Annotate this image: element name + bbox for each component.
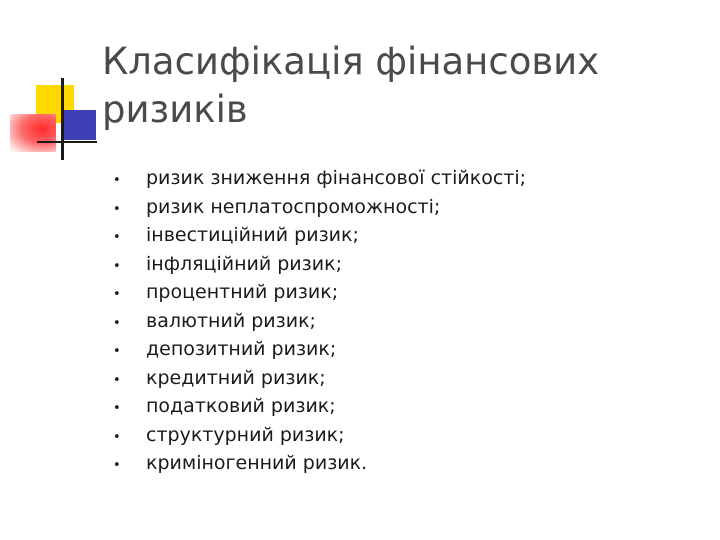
list-item: [113, 307, 673, 336]
list-item-text: ризик неплатоспроможності;: [146, 195, 441, 218]
list-item-text: криміногенний ризик.: [146, 452, 368, 474]
bullet-icon: •: [113, 230, 121, 245]
bullet-icon: •: [113, 372, 121, 388]
slide-title-line-1: Класифікація фінансових: [102, 40, 600, 83]
bullet-icon: •: [113, 201, 121, 217]
slide-title: [102, 38, 702, 134]
list-item: [113, 392, 673, 421]
logo-blue-square: [62, 110, 96, 140]
bullet-icon: •: [113, 258, 121, 274]
bullet-list: [113, 164, 673, 478]
list-item: [113, 193, 673, 222]
logo-red-square: [10, 114, 56, 152]
bullet-icon: •: [113, 429, 121, 445]
list-item-text: інфляційний ризик;: [146, 252, 342, 275]
list-item-text: кредитний ризик;: [146, 366, 326, 389]
list-item-text: депозитний ризик;: [146, 338, 337, 360]
list-item: [113, 335, 673, 364]
logo-vertical-line: [61, 78, 64, 160]
bullet-icon: •: [113, 458, 121, 473]
list-item-text: процентний ризик;: [146, 281, 339, 303]
list-item-text: валютний ризик;: [146, 309, 316, 332]
list-item: [113, 250, 673, 279]
list-item: [113, 421, 673, 450]
logo-horizontal-line: [37, 141, 97, 143]
list-item: [113, 364, 673, 393]
bullet-icon: •: [113, 315, 121, 331]
list-item: [113, 449, 673, 478]
bullet-icon: •: [113, 344, 121, 359]
list-item-text: податковий ризик;: [146, 395, 336, 417]
bullet-icon: •: [113, 287, 121, 302]
list-item-text: структурний ризик;: [146, 423, 345, 446]
bullet-icon: •: [113, 173, 121, 188]
slide-title-line-2: ризиків: [102, 88, 248, 131]
list-item: [113, 278, 673, 307]
decorative-logo-icon: [0, 0, 100, 170]
list-item: [113, 164, 673, 193]
list-item-text: ризик зниження фінансової стійкості;: [146, 167, 527, 189]
list-item-text: інвестиційний ризик;: [146, 224, 359, 246]
list-item: [113, 221, 673, 250]
bullet-icon: •: [113, 401, 121, 416]
